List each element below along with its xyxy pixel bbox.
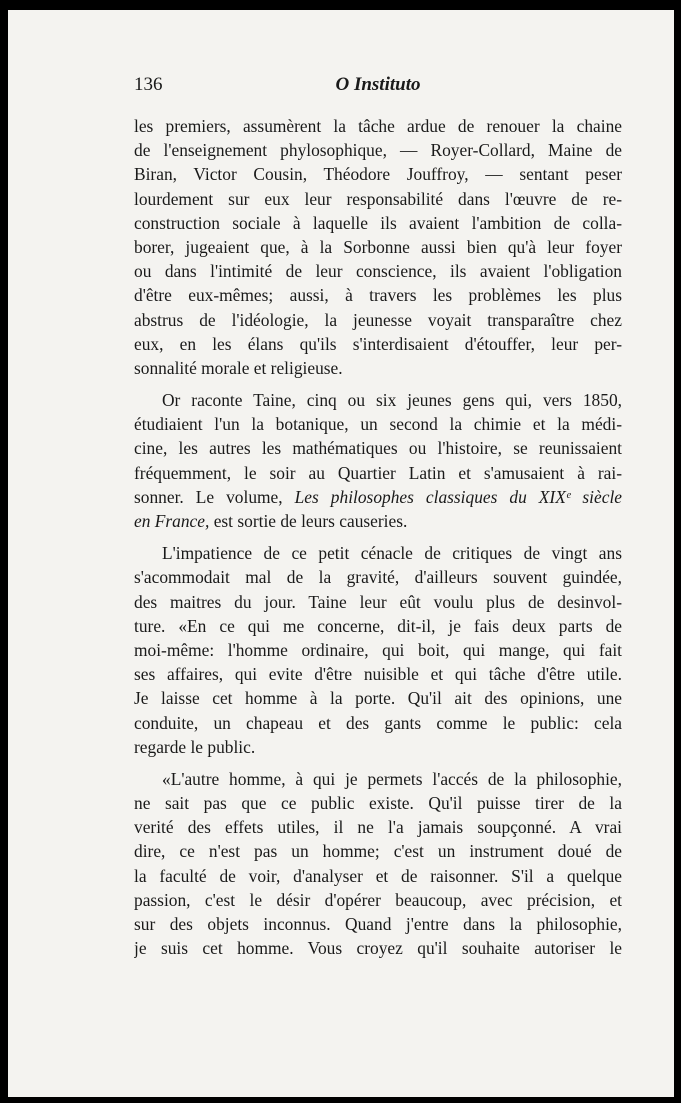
paragraph-1 xyxy=(134,114,622,380)
text-line: eux, en les élans qu'ils s'interdisaient d'étouffer, leur per- xyxy=(134,333,622,354)
text-line: Biran, Victor Cousin, Théodore Jouffroy, — sentant peser xyxy=(134,164,622,185)
text-line: ne sait pas que ce public existe. Qu'il puisse tirer de la xyxy=(134,793,622,814)
text-line: fréquemment, le soir au Quartier Latin et s'amusaient à rai- xyxy=(134,462,622,483)
book-title-continued: en France, xyxy=(134,511,210,531)
text-line: ses affaires, qui evite d'être nuisible et qui tâche d'être utile. xyxy=(134,664,622,685)
text-line: la faculté de voir, d'analyser et de raisonner. S'il a quelque xyxy=(134,865,622,886)
text-line: dire, ce n'est pas un homme; c'est un instrument doué de xyxy=(134,841,622,862)
text-line: borer, jugeaient que, à la Sorbonne aussi bien qu'à leur foyer xyxy=(134,236,622,257)
text-line: étudiaient l'un la botanique, un second la chimie et la médi- xyxy=(134,414,622,435)
text-line: les premiers, assumèrent la tâche ardue de renouer la chaine xyxy=(134,116,622,136)
text-line: sonnalité morale et religieuse. xyxy=(134,357,343,378)
text-line: ture. «En ce qui me concerne, dit-il, je fais deux parts de xyxy=(134,615,622,636)
paragraph-4 xyxy=(134,767,622,961)
text-line: verité des effets utiles, il ne l'a jamais soupçonné. A vrai xyxy=(134,817,622,838)
text-line: ou dans l'intimité de leur conscience, ils avaient l'obligation xyxy=(134,261,622,282)
text-line: lourdement sur eux leur responsabilité dans l'œuvre de re- xyxy=(134,188,622,209)
text-line: construction sociale à laquelle ils avaient l'ambition de colla- xyxy=(134,212,622,233)
text-line xyxy=(134,509,622,533)
page-body xyxy=(134,114,622,960)
text-segment: sonner. Le volume, xyxy=(134,486,295,507)
page-header xyxy=(134,74,622,100)
page-number: 136 xyxy=(134,74,163,95)
text-line: je suis cet homme. Vous croyez qu'il souhaite autoriser le xyxy=(134,938,622,959)
text-line: regarde le public. xyxy=(134,736,256,757)
text-line: Je laisse cet homme à la porte. Qu'il ait des opinions, une xyxy=(134,688,622,709)
text-line xyxy=(134,485,622,509)
text-line: sur des objets inconnus. Quand j'entre dans la philosophie, xyxy=(134,914,622,934)
text-line: de l'enseignement phylosophique, — Royer-Collard, Maine de xyxy=(134,140,622,161)
paragraph-3 xyxy=(134,541,622,759)
text-line: cine, les autres les mathématiques ou l'histoire, se reunissaient xyxy=(134,438,622,459)
text-line: «L'autre homme, à qui je permets l'accés de la philosophie, xyxy=(162,768,622,789)
running-title: O Instituto xyxy=(335,74,421,95)
book-page xyxy=(8,10,674,1097)
paragraph-2 xyxy=(134,388,622,533)
text-line: moi-même: l'homme ordinaire, qui boit, qui mange, qui fait xyxy=(134,639,622,660)
text-segment: est sortie de leurs causeries. xyxy=(209,511,408,531)
text-line: passion, c'est le désir d'opérer beaucoup, avec précision, et xyxy=(134,889,622,910)
text-line: Or raconte Taine, cinq ou six jeunes gens qui, vers 1850, xyxy=(162,390,622,411)
text-line: abstrus de l'idéologie, la jeunesse voyait transparaître chez xyxy=(134,309,622,330)
text-line: des maitres du jour. Taine leur eût voulu plus de desinvol- xyxy=(134,591,622,612)
text-line: d'être eux-mêmes; aussi, à travers les problèmes les plus xyxy=(134,285,622,306)
text-line: conduite, un chapeau et des gants comme le public: cela xyxy=(134,712,622,733)
text-line: L'impatience de ce petit cénacle de critiques de vingt ans xyxy=(162,543,622,564)
book-title: Les philosophes classiques du XIXᵉ siècle xyxy=(294,486,622,507)
text-line: s'acommodait mal de la gravité, d'ailleurs souvent guindée, xyxy=(134,567,622,588)
